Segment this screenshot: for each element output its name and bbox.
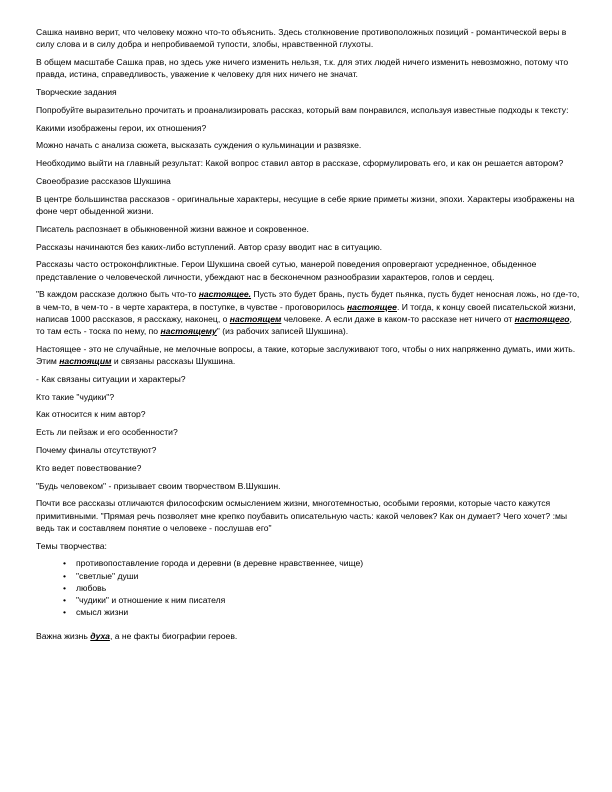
paragraph: Рассказы начинаются без каких-либо вступлений. Автор сразу вводит нас в ситуацию. [36, 241, 383, 252]
quote-text: . И тогда, к концу своей писательской жизни, написав 1000 рассказов, я расскажу, наконец, о [36, 301, 576, 324]
emphasis-nastoyashchemu: настоящему [160, 325, 217, 336]
text: Настоящее - это не случайные, не мелочные вопросы, а такие, которые заслуживают того, чтобы о них напряженно думать, ими жить. Этим [36, 343, 576, 366]
emphasis-nastoyashchee: настоящее [346, 301, 397, 312]
bullet-icon: • [63, 594, 67, 605]
question: Почему финалы отсутствуют? [36, 444, 157, 455]
section-heading: Своеобразие рассказов Шукшина [36, 175, 171, 186]
paragraph: Можно начать с анализа сюжета, высказать суждения о кульминации и развязке. [36, 140, 362, 151]
text: , а не факты биографии героев. [109, 631, 238, 642]
list-item: • смысл жизни [63, 607, 129, 618]
emphasis-nastoyashchim: настоящим [59, 355, 112, 366]
themes-list [36, 557, 582, 618]
emphasis-nastoyashchego: настоящего [514, 313, 570, 324]
emphasis-dukha: духа [90, 631, 110, 642]
paragraph: Почти все рассказы отличаются философским осмыслением жизни, многотемностью, особыми героями, которые часто кажутся примитивными. "Прямая речь позволяет мне крепко поубавить описательную часть: какой человек? Как он думает? Чего хочет? :мы ведь так и составляем понятие о человеке - послушав его" [36, 498, 568, 533]
quote-text: Пусть это будет брань, пусть будет пьянка, пусть будет неносная ложь, но где-то, в чем-то, в чем-то - в черте характера, в поступке, в чувстве - проговорилось [36, 289, 580, 312]
bullet-icon: • [63, 582, 67, 593]
text: Важна жизнь [36, 631, 91, 642]
section-heading: Творческие задания [36, 87, 117, 97]
paragraph: "Будь человеком" - призывает своим творчеством В.Шукшин. [36, 480, 281, 491]
paragraph: В центре большинства рассказов - оригинальные характеры, несущие в себе яркие приметы жизни, эпохи. Характеры изображены на фоне черт обыденной жизни. [36, 193, 575, 216]
question: Кто ведет повествование? [36, 462, 142, 473]
paragraph [36, 343, 582, 367]
list-item: • противопоставление города и деревни (в деревне нравственнее, чище) [63, 558, 364, 569]
paragraph: Попробуйте выразительно прочитать и проанализировать рассказ, который вам понравился, используя известные подходы к тексту: [36, 104, 569, 115]
list-item: • "светлые" души [63, 570, 139, 581]
question: - Как связаны ситуации и характеры? [36, 373, 186, 384]
document-page [36, 26, 582, 648]
emphasis-nastoyashchee: настоящее. [198, 289, 252, 300]
question: Есть ли пейзаж и его особенности? [36, 427, 178, 438]
list-item: • любовь [63, 582, 107, 593]
quote-text: " (из рабочих записей Шукшина). [216, 325, 349, 336]
question: Какими изображены герои, их отношения? [36, 122, 207, 133]
question: Кто такие "чудики"? [36, 391, 115, 402]
bullet-icon: • [63, 607, 67, 618]
quote-text: "В каждом рассказе должно быть что-то [36, 289, 199, 300]
paragraph: В общем масштабе Сашка прав, но здесь уже ничего изменить нельзя, т.к. для этих людей ничего изменить невозможно, потому что правда, истина, справедливость, уважение к человеку для них ничего не значат. [36, 57, 569, 80]
themes-heading: Темы творчества: [36, 540, 107, 551]
paragraph: Писатель распознает в обыкновенной жизни важное и сокровенное. [36, 223, 309, 234]
shukshin-quote [36, 288, 582, 337]
text: и связаны рассказы Шукшина. [111, 355, 236, 366]
emphasis-nastoyashchem: настоящем [229, 313, 282, 324]
closing-line [36, 630, 582, 642]
bullet-icon: • [63, 570, 67, 581]
paragraph: Сашка наивно верит, что человеку можно что-то объяснить. Здесь столкновение противоположных позиций - романтической веры в силу слова и в силу добра и непробиваемой тупости, злобы, нравственной глухоты. [36, 27, 567, 50]
paragraph: Рассказы часто остроконфликтные. Герои Шукшина своей сутью, манерой поведения опровергают усредненное, обыденное представление о человеческой личности, убеждают нас в бесконечном разнообразии характеров, голов и сердец. [36, 259, 537, 282]
question: Как относится к ним автор? [36, 409, 146, 420]
paragraph: Необходимо выйти на главный результат: Какой вопрос ставил автор в рассказе, сформулировать его, и как он решается автором? [36, 158, 564, 169]
quote-text: человеке. А если даже в каком-то рассказе нет ничего от [281, 313, 515, 324]
quote-text: , то там есть - тоска по нему, по [36, 313, 572, 336]
bullet-icon: • [63, 558, 67, 569]
list-item: • "чудики" и отношение к ним писателя [63, 594, 226, 605]
